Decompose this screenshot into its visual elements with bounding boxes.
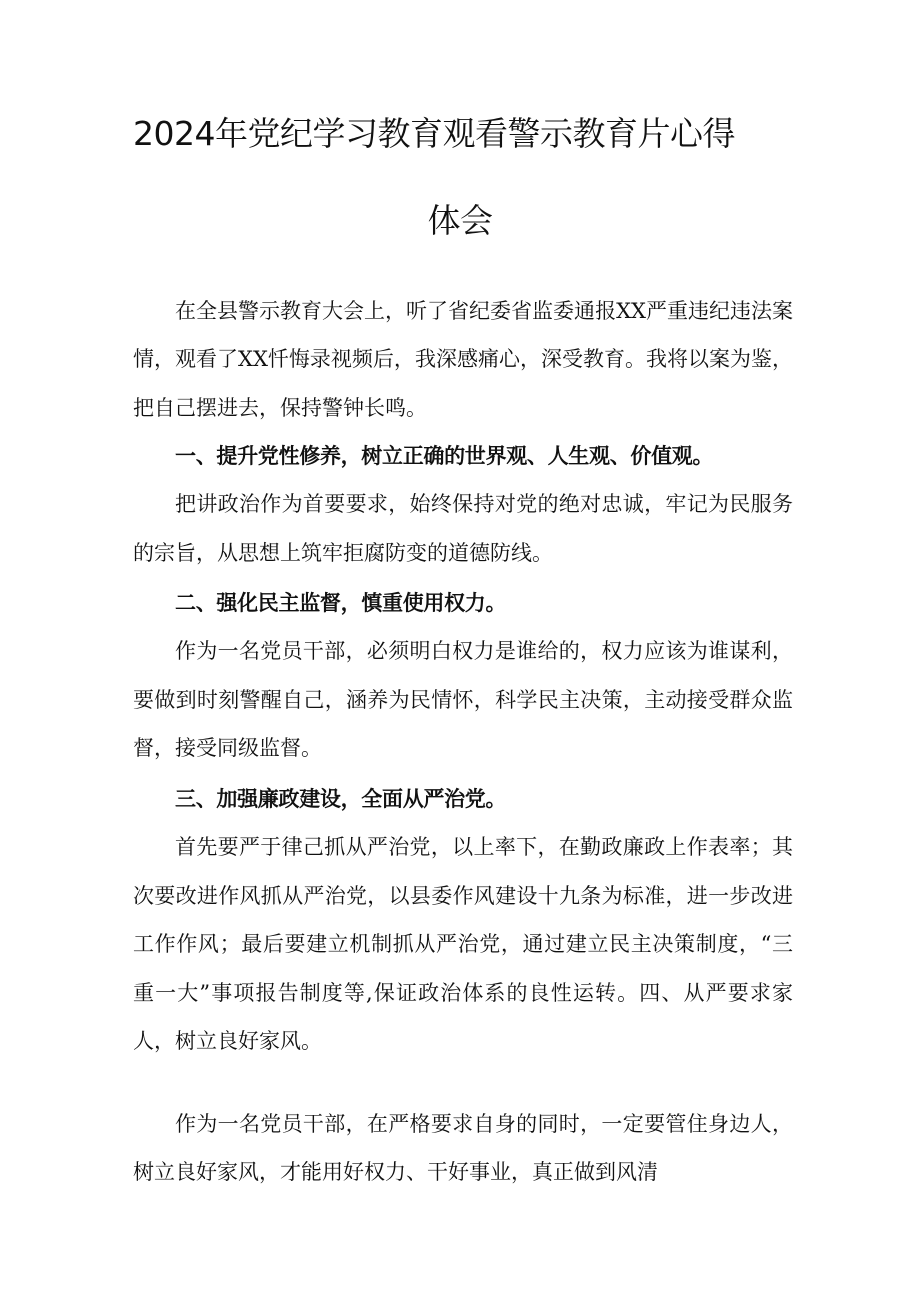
section3-heading: 三、加强廉政建设，全面从严治党。: [175, 787, 507, 811]
intro-paragraph-block: [133, 287, 793, 432]
intro-paragraph: 在全县警示教育大会上，听了省纪委省监委通报XX严重违纪违法案情，观看了XX忏悔录视频后，我深感痛心，深受教育。我将以案为鉴，把自己摆进去，保持警钟长鸣。: [133, 299, 793, 420]
document-title-line2: 体会: [427, 201, 493, 240]
section2-block: [133, 579, 793, 773]
section4-block: [133, 1100, 793, 1197]
section4-paragraph: 作为一名党员干部，在严格要求自身的同时，一定要管住身边人，树立良好家风，才能用好权力、干好事业，真正做到风清: [133, 1112, 793, 1185]
section3-block: [133, 775, 793, 1065]
section1-block: [133, 432, 793, 577]
document-title-line1: 2024年党纪学习教育观看警示教育片心得: [133, 114, 735, 153]
section1-paragraph: 把讲政治作为首要要求，始终保持对党的绝对忠诚，牢记为民服务的宗旨，从思想上筑牢拒腐防变的道德防线。: [133, 492, 793, 565]
section3-paragraph: 首先要严于律己抓从严治党，以上率下，在勤政廉政上作表率；其次要改进作风抓从严治党，以县委作风建设十九条为标准，进一步改进工作作风；最后要建立机制抓从严治党，通过建立民主决策制度，“三重一大”事项报告制度等,保证政治体系的良性运转。四、从严要求家人，树立良好家风。: [133, 835, 793, 1054]
section1-heading: 一、提升党性修养，树立正确的世界观、人生观、价值观。: [175, 444, 714, 468]
section2-paragraph: 作为一名党员干部，必须明白权力是谁给的，权力应该为谁谋利，要做到时刻警醒自己，涵养为民情怀，科学民主决策，主动接受群众监督，接受同级监督。: [133, 639, 793, 761]
section2-heading: 二、强化民主监督，慎重使用权力。: [175, 591, 507, 615]
